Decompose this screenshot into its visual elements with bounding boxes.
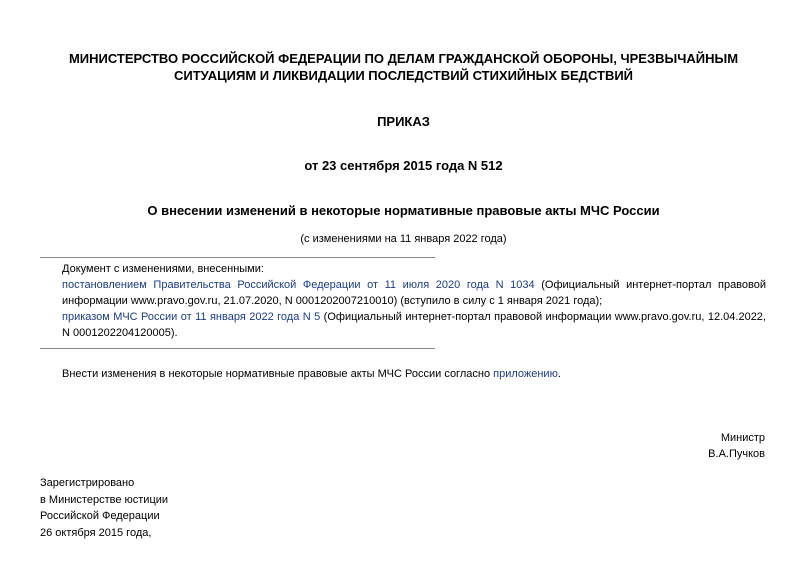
document-type: ПРИКАЗ [377,114,430,129]
signatory-title: Министр [720,432,765,444]
change-tail-2: (Официальный интернет-портал правовой информации www.pravo.gov.ru, 12.04.2022, N 0001202204120005). [62,311,766,339]
change-link-1[interactable]: постановлением Правительства Российской Федерации от 11 июля 2020 года N 1034 [62,279,535,291]
ministry-line-1: МИНИСТЕРСТВО РОССИЙСКОЙ ФЕДЕРАЦИИ ПО ДЕЛАМ ГРАЖДАНСКОЙ ОБОРОНЫ, ЧРЕЗВЫЧАЙНЫМ [68,51,739,66]
signature-block [708,430,765,462]
change-item-1 [62,277,766,309]
changes-intro: Документ с изменениями, внесенными: [62,263,264,275]
changes-block [62,261,766,341]
edition-note: (с изменениями на 11 января 2022 года) [300,233,507,245]
order-body-text: Внести изменения в некоторые нормативные правовые акты МЧС России согласно [62,368,494,380]
appendix-link[interactable]: приложению [493,368,558,380]
order-body-end: . [557,368,561,380]
change-tail-1: (Официальный интернет-портал правовой информации www.pravo.gov.ru, 21.07.2020, N 0001202007210010) (вступило в силу с 1 января 2021 года); [62,279,767,307]
change-item-2 [62,309,766,341]
registration-block [40,475,168,541]
order-body [62,368,561,380]
change-link-2[interactable]: приказом МЧС России от 11 января 2022 года N 5 [62,311,321,323]
ministry-heading [0,50,807,84]
signatory-name: В.А.Пучков [708,448,765,460]
document-date: от 23 сентября 2015 года N 512 [304,158,503,173]
registration-line-4: 26 октября 2015 года, [40,526,152,539]
registration-line-2: в Министерстве юстиции [40,493,169,506]
registration-line-3: Российской Федерации [40,510,160,522]
ministry-line-2: СИТУАЦИЯМ И ЛИКВИДАЦИИ ПОСЛЕДСТВИЙ СТИХИЙНЫХ БЕДСТВИЙ [173,68,634,83]
registration-line-1: Зарегистрировано [40,477,135,489]
divider-bottom [40,348,435,349]
document-subject: О внесении изменений в некоторые нормативные правовые акты МЧС России [147,203,660,218]
divider-top [40,257,435,258]
